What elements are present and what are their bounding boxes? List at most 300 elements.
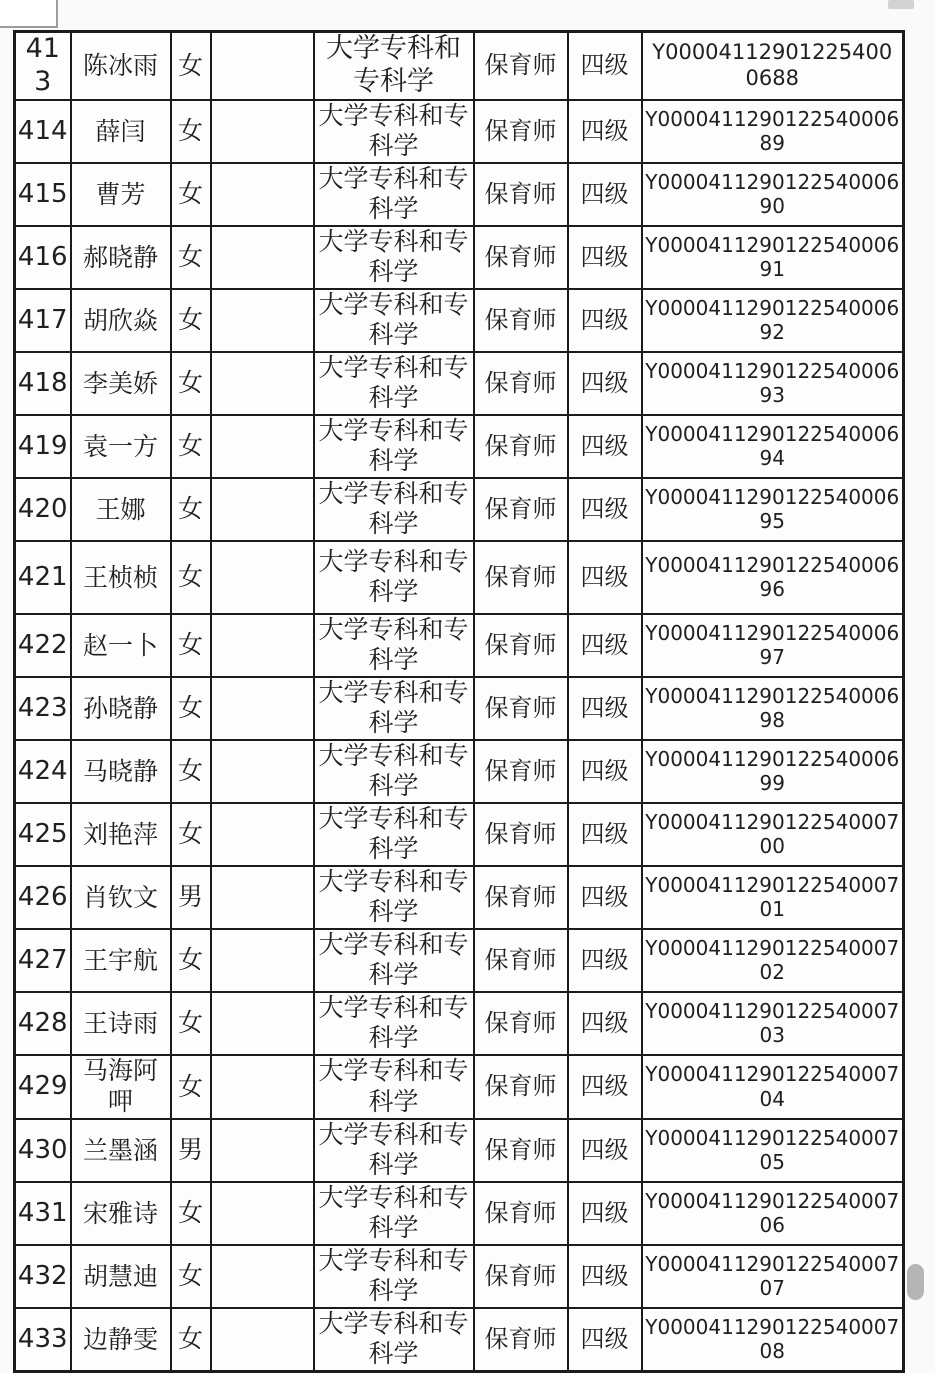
cert-no-text: Y000041129012254000705: [645, 1125, 900, 1175]
cell-education: [314, 740, 474, 803]
name-text: 宋雅诗: [82, 1198, 158, 1228]
name-text: 肖钦文: [82, 882, 158, 912]
cell-occupation: [474, 100, 568, 163]
table-row: [15, 289, 904, 352]
cert-no-text: Y000041129012254000701: [645, 872, 900, 922]
cell-education: [314, 992, 474, 1055]
cell-occupation: [474, 226, 568, 289]
cell-blank: [211, 614, 314, 677]
occupation-text: 保育师: [484, 630, 557, 659]
education-text: 大学专科和专科学: [318, 1119, 469, 1180]
cell-level: [568, 1182, 642, 1245]
cell-name: [71, 1055, 171, 1119]
cell-cert-no: [642, 614, 904, 677]
cell-blank: [211, 803, 314, 866]
cell-occupation: [474, 1119, 568, 1182]
occupation-text: 保育师: [484, 945, 557, 974]
cell-gender: [171, 100, 211, 163]
name-text: 孙晓静: [82, 693, 158, 723]
cell-seq: [15, 677, 71, 740]
cell-gender: [171, 541, 211, 614]
level-text: 四级: [580, 882, 629, 911]
level-text: 四级: [580, 431, 629, 460]
cell-seq: [15, 100, 71, 163]
cell-occupation: [474, 541, 568, 614]
gender-text: 女: [177, 368, 203, 398]
occupation-text: 保育师: [484, 1008, 557, 1037]
cell-seq: [15, 415, 71, 478]
seq-text: 422: [17, 629, 68, 660]
cell-seq: [15, 478, 71, 541]
name-text: 胡慧迪: [82, 1261, 158, 1291]
cell-education: [314, 677, 474, 740]
occupation-text: 保育师: [484, 1324, 557, 1353]
cell-seq: [15, 226, 71, 289]
occupation-text: 保育师: [484, 1072, 557, 1101]
cell-level: [568, 803, 642, 866]
cell-cert-no: [642, 1119, 904, 1182]
table-row: [15, 803, 904, 866]
seq-text: 426: [17, 881, 68, 912]
cell-gender: [171, 1055, 211, 1119]
cell-name: [71, 100, 171, 163]
cell-occupation: [474, 1055, 568, 1119]
name-text: 胡欣焱: [82, 305, 158, 335]
seq-text: 420: [17, 493, 68, 524]
cell-gender: [171, 1182, 211, 1245]
cell-name: [71, 992, 171, 1055]
cell-education: [314, 541, 474, 614]
education-text: 大学专科和专科学: [318, 415, 469, 476]
table-row: [15, 1119, 904, 1182]
cell-name: [71, 226, 171, 289]
cell-level: [568, 541, 642, 614]
cell-name: [71, 163, 171, 226]
gender-text: 女: [177, 1198, 203, 1228]
occupation-text: 保育师: [484, 882, 557, 911]
cell-cert-no: [642, 866, 904, 929]
cell-cert-no: [642, 32, 904, 100]
occupation-text: 保育师: [484, 305, 557, 334]
name-text: 王宇航: [82, 945, 158, 975]
occupation-text: 保育师: [484, 242, 557, 271]
cell-blank: [211, 352, 314, 415]
seq-text: 425: [17, 818, 68, 849]
education-text: 大学专科和专科学: [318, 1245, 469, 1306]
cell-cert-no: [642, 226, 904, 289]
cell-blank: [211, 478, 314, 541]
cell-gender: [171, 415, 211, 478]
cell-seq: [15, 1308, 71, 1372]
cell-gender: [171, 803, 211, 866]
cell-level: [568, 740, 642, 803]
cell-name: [71, 289, 171, 352]
table-row: [15, 1245, 904, 1308]
table-row: [15, 352, 904, 415]
cell-level: [568, 614, 642, 677]
table-row: [15, 866, 904, 929]
cell-gender: [171, 992, 211, 1055]
cell-occupation: [474, 929, 568, 992]
seq-text: 414: [17, 115, 68, 146]
cell-occupation: [474, 866, 568, 929]
cell-gender: [171, 226, 211, 289]
name-text: 薛闫: [95, 116, 146, 146]
cell-seq: [15, 352, 71, 415]
education-text: 大学专科和专科学: [318, 289, 469, 350]
seq-text: 423: [17, 692, 68, 723]
cell-level: [568, 929, 642, 992]
cert-no-text: Y000041129012254000694: [645, 421, 900, 471]
seq-text: 424: [17, 755, 68, 786]
seq-text: 421: [17, 561, 68, 592]
cell-blank: [211, 32, 314, 100]
cell-seq: [15, 32, 71, 100]
table-row: [15, 415, 904, 478]
cell-seq: [15, 740, 71, 803]
cell-occupation: [474, 32, 568, 100]
cell-name: [71, 740, 171, 803]
cell-gender: [171, 1245, 211, 1308]
level-text: 四级: [580, 305, 629, 334]
education-text: 大学专科和专科学: [318, 803, 469, 864]
cell-blank: [211, 1245, 314, 1308]
education-text: 大学专科和专科学: [318, 614, 469, 675]
cell-occupation: [474, 803, 568, 866]
gender-text: 女: [177, 945, 203, 975]
cell-occupation: [474, 614, 568, 677]
cell-cert-no: [642, 1055, 904, 1119]
cert-no-text: Y000041129012254000691: [645, 232, 900, 282]
seq-text: 418: [17, 367, 68, 398]
cell-occupation: [474, 1308, 568, 1372]
cert-no-text: Y000041129012254000699: [645, 746, 900, 796]
cert-no-text: Y000041129012254000692: [645, 295, 900, 345]
level-text: 四级: [580, 242, 629, 271]
seq-text: 433: [17, 1323, 68, 1354]
name-text: 马海阿呷: [82, 1056, 158, 1116]
occupation-text: 保育师: [484, 693, 557, 722]
seq-text: 429: [17, 1071, 68, 1102]
cell-blank: [211, 992, 314, 1055]
cell-cert-no: [642, 352, 904, 415]
level-text: 四级: [580, 494, 629, 523]
cert-no-text: Y000041129012254000702: [645, 935, 900, 985]
cell-name: [71, 929, 171, 992]
cell-cert-no: [642, 289, 904, 352]
cell-blank: [211, 866, 314, 929]
education-text: 大学专科和专科学: [318, 163, 469, 224]
cert-no-text: Y000041129012254000688: [652, 40, 893, 90]
cell-name: [71, 866, 171, 929]
cell-level: [568, 163, 642, 226]
name-text: 郝晓静: [82, 242, 158, 272]
occupation-text: 保育师: [484, 819, 557, 848]
occupation-text: 保育师: [484, 179, 557, 208]
education-text: 大学专科和专科学: [318, 226, 469, 287]
level-text: 四级: [580, 116, 629, 145]
cell-level: [568, 1308, 642, 1372]
cell-education: [314, 929, 474, 992]
education-text: 大学专科和专科学: [318, 546, 469, 607]
cell-education: [314, 1308, 474, 1372]
gender-text: 女: [177, 305, 203, 335]
cell-seq: [15, 541, 71, 614]
cell-cert-no: [642, 1308, 904, 1372]
cell-name: [71, 1119, 171, 1182]
cell-occupation: [474, 163, 568, 226]
gender-text: 男: [177, 1135, 203, 1165]
gender-text: 女: [177, 630, 203, 660]
cell-name: [71, 352, 171, 415]
cell-level: [568, 1055, 642, 1119]
cell-blank: [211, 226, 314, 289]
cell-cert-no: [642, 163, 904, 226]
cell-education: [314, 478, 474, 541]
cell-cert-no: [642, 740, 904, 803]
name-text: 王桢桢: [82, 562, 158, 592]
seq-text: 431: [17, 1197, 68, 1228]
cell-education: [314, 289, 474, 352]
table-row: [15, 32, 904, 100]
cell-cert-no: [642, 929, 904, 992]
name-text: 马晓静: [82, 756, 158, 786]
cell-blank: [211, 1055, 314, 1119]
cell-name: [71, 541, 171, 614]
seq-text: 413: [25, 33, 60, 97]
gender-text: 女: [177, 431, 203, 461]
cell-occupation: [474, 1182, 568, 1245]
cert-no-text: Y000041129012254000708: [645, 1314, 900, 1364]
cell-cert-no: [642, 541, 904, 614]
occupation-text: 保育师: [484, 562, 557, 591]
cell-education: [314, 866, 474, 929]
certificate-table: [13, 30, 905, 1373]
cell-gender: [171, 163, 211, 226]
gender-text: 男: [177, 882, 203, 912]
cell-occupation: [474, 478, 568, 541]
table-row: [15, 1308, 904, 1372]
level-text: 四级: [580, 562, 629, 591]
education-text: 大学专科和专科学: [325, 33, 461, 97]
cell-level: [568, 352, 642, 415]
level-text: 四级: [580, 1198, 629, 1227]
occupation-text: 保育师: [484, 368, 557, 397]
cell-cert-no: [642, 1245, 904, 1308]
seq-text: 415: [17, 178, 68, 209]
gender-text: 女: [177, 756, 203, 786]
cell-seq: [15, 1245, 71, 1308]
cell-education: [314, 803, 474, 866]
cell-level: [568, 478, 642, 541]
seq-text: 430: [17, 1134, 68, 1165]
table-row: [15, 992, 904, 1055]
education-text: 大学专科和专科学: [318, 866, 469, 927]
cell-gender: [171, 1308, 211, 1372]
cell-name: [71, 677, 171, 740]
cert-no-text: Y000041129012254000706: [645, 1188, 900, 1238]
level-text: 四级: [580, 756, 629, 785]
occupation-text: 保育师: [484, 1261, 557, 1290]
cell-gender: [171, 614, 211, 677]
cell-cert-no: [642, 992, 904, 1055]
name-text: 王娜: [95, 494, 146, 524]
table-body: [15, 32, 904, 1372]
occupation-text: 保育师: [484, 1135, 557, 1164]
cell-occupation: [474, 1245, 568, 1308]
cell-seq: [15, 1119, 71, 1182]
cell-blank: [211, 1119, 314, 1182]
name-text: 曹芳: [95, 179, 146, 209]
cell-name: [71, 1245, 171, 1308]
education-text: 大学专科和专科学: [318, 677, 469, 738]
seq-text: 428: [17, 1007, 68, 1038]
table-row: [15, 478, 904, 541]
cell-education: [314, 1119, 474, 1182]
table-row: [15, 614, 904, 677]
gender-text: 女: [177, 562, 203, 592]
cell-blank: [211, 541, 314, 614]
level-text: 四级: [580, 368, 629, 397]
cell-blank: [211, 740, 314, 803]
cell-education: [314, 226, 474, 289]
cell-seq: [15, 992, 71, 1055]
cell-seq: [15, 929, 71, 992]
cert-no-text: Y000041129012254000689: [645, 106, 900, 156]
level-text: 四级: [580, 945, 629, 974]
cell-level: [568, 289, 642, 352]
name-text: 边静雯: [82, 1324, 158, 1354]
cell-blank: [211, 289, 314, 352]
cell-gender: [171, 352, 211, 415]
occupation-text: 保育师: [484, 756, 557, 785]
cell-education: [314, 415, 474, 478]
occupation-text: 保育师: [484, 1198, 557, 1227]
education-text: 大学专科和专科学: [318, 100, 469, 161]
occupation-text: 保育师: [484, 51, 557, 80]
cell-name: [71, 32, 171, 100]
cell-seq: [15, 163, 71, 226]
cell-cert-no: [642, 478, 904, 541]
cert-no-text: Y000041129012254000695: [645, 484, 900, 534]
level-text: 四级: [580, 1135, 629, 1164]
level-text: 四级: [580, 51, 629, 80]
cert-no-text: Y000041129012254000703: [645, 998, 900, 1048]
cert-no-text: Y000041129012254000698: [645, 683, 900, 733]
name-text: 陈冰雨: [82, 51, 158, 81]
cell-level: [568, 415, 642, 478]
cell-education: [314, 163, 474, 226]
cell-blank: [211, 163, 314, 226]
education-text: 大学专科和专科学: [318, 352, 469, 413]
cell-occupation: [474, 289, 568, 352]
gender-text: 女: [177, 50, 203, 80]
name-text: 王诗雨: [82, 1008, 158, 1038]
cell-level: [568, 1245, 642, 1308]
name-text: 赵一卜: [82, 630, 158, 660]
cert-no-text: Y000041129012254000707: [645, 1251, 900, 1301]
cell-blank: [211, 677, 314, 740]
cell-level: [568, 32, 642, 100]
education-text: 大学专科和专科学: [318, 929, 469, 990]
gender-text: 女: [177, 1008, 203, 1038]
table-row: [15, 100, 904, 163]
cell-seq: [15, 1055, 71, 1119]
seq-text: 417: [17, 304, 68, 335]
cert-no-text: Y000041129012254000690: [645, 169, 900, 219]
cell-blank: [211, 415, 314, 478]
top-right-marker: [888, 0, 914, 9]
cell-level: [568, 866, 642, 929]
level-text: 四级: [580, 1261, 629, 1290]
name-text: 袁一方: [82, 431, 158, 461]
cert-no-text: Y000041129012254000700: [645, 809, 900, 859]
cell-occupation: [474, 740, 568, 803]
cell-blank: [211, 929, 314, 992]
cell-gender: [171, 929, 211, 992]
gender-text: 女: [177, 1261, 203, 1291]
level-text: 四级: [580, 179, 629, 208]
cell-level: [568, 100, 642, 163]
cert-no-text: Y000041129012254000693: [645, 358, 900, 408]
cell-education: [314, 1245, 474, 1308]
level-text: 四级: [580, 819, 629, 848]
cell-name: [71, 478, 171, 541]
cell-name: [71, 1308, 171, 1372]
cell-blank: [211, 100, 314, 163]
occupation-text: 保育师: [484, 431, 557, 460]
gender-text: 女: [177, 1324, 203, 1354]
cell-seq: [15, 614, 71, 677]
name-text: 刘艳萍: [82, 819, 158, 849]
seq-text: 416: [17, 241, 68, 272]
cell-gender: [171, 32, 211, 100]
cell-gender: [171, 478, 211, 541]
cell-name: [71, 614, 171, 677]
level-text: 四级: [580, 1008, 629, 1037]
cell-blank: [211, 1182, 314, 1245]
gender-text: 女: [177, 494, 203, 524]
gender-text: 女: [177, 116, 203, 146]
gender-text: 女: [177, 179, 203, 209]
education-text: 大学专科和专科学: [318, 1056, 469, 1116]
cell-education: [314, 352, 474, 415]
cell-gender: [171, 677, 211, 740]
cell-name: [71, 415, 171, 478]
cell-occupation: [474, 352, 568, 415]
table-row: [15, 1182, 904, 1245]
page-corner-box: [0, 0, 58, 28]
table-row: [15, 226, 904, 289]
table-row: [15, 163, 904, 226]
cell-seq: [15, 803, 71, 866]
education-text: 大学专科和专科学: [318, 1182, 469, 1243]
cell-education: [314, 100, 474, 163]
gender-text: 女: [177, 242, 203, 272]
cell-cert-no: [642, 677, 904, 740]
scrollbar-thumb[interactable]: [907, 1264, 924, 1300]
occupation-text: 保育师: [484, 494, 557, 523]
cell-gender: [171, 740, 211, 803]
cell-cert-no: [642, 1182, 904, 1245]
gender-text: 女: [177, 693, 203, 723]
cell-seq: [15, 1182, 71, 1245]
cell-education: [314, 1182, 474, 1245]
cell-blank: [211, 1308, 314, 1372]
seq-text: 419: [17, 430, 68, 461]
education-text: 大学专科和专科学: [318, 740, 469, 801]
cell-name: [71, 1182, 171, 1245]
